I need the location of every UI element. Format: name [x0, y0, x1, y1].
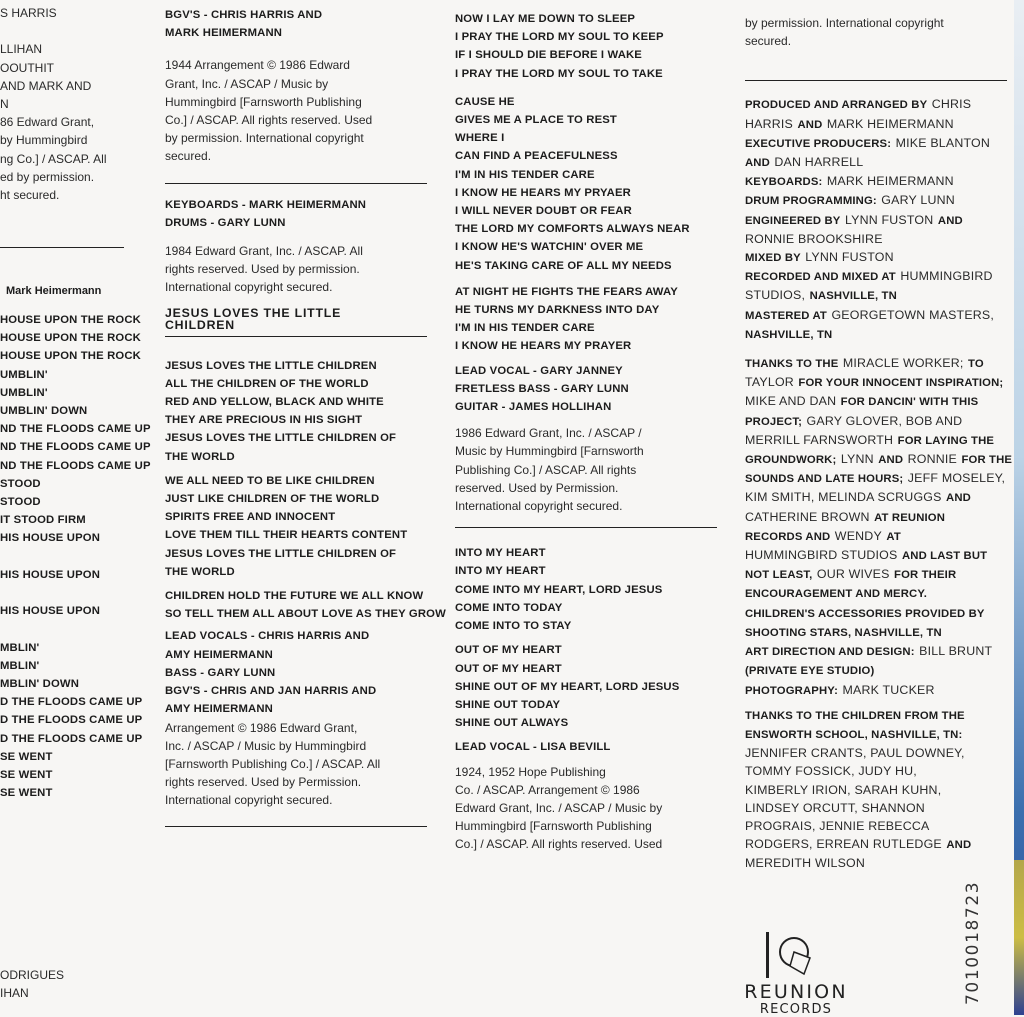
lyric-line: D THE FLOODS CAME UP [0, 696, 143, 709]
credit-line [745, 115, 1007, 134]
thanks-line [745, 354, 1007, 373]
copyright-line: Music by Hummingbird [Farnsworth [455, 444, 644, 459]
credit-name: LINDSEY ORCUTT, SHANNON [745, 800, 925, 815]
credit-role: AND [745, 157, 770, 170]
thanks-line [745, 744, 1007, 762]
copyright-line: Co.] / ASCAP. All rights reserved. Used [455, 837, 663, 852]
column-1-top-text [0, 4, 107, 204]
credit-line: KEYBOARDS - MARK HEIMERMANN [165, 198, 367, 211]
song-title-line: CHILDREN [165, 317, 235, 332]
lyric-line: UMBLIN' [0, 386, 48, 399]
thanks-line [745, 835, 1007, 854]
credit-name: RODGERS, ERREAN RUTLEDGE [745, 837, 942, 852]
body-line: N [0, 97, 9, 112]
body-line: S HARRIS [0, 6, 57, 20]
thanks-line [745, 546, 1007, 565]
lyric-line: OUT OF MY HEART [455, 662, 562, 675]
thanks-line [745, 642, 1007, 661]
credit-name: JENNIFER CRANTS, PAUL DOWNEY, [745, 746, 965, 761]
thanks-line [745, 584, 1007, 603]
divider [0, 247, 124, 248]
song-title-line: JESUS LOVES THE LITTLE [165, 305, 342, 320]
lyric-line: SE WENT [0, 769, 53, 782]
thanks-line [745, 412, 1007, 431]
credit-name: MARK TUCKER [842, 682, 935, 697]
thanks-line [745, 469, 1007, 488]
credit-role: NOT LEAST, [745, 569, 813, 582]
lyric-line: HOUSE UPON THE ROCK [0, 314, 141, 326]
credit-name: HARRIS [745, 116, 794, 131]
lyric-line: THE WORLD [165, 450, 235, 463]
credit-line [745, 286, 1007, 305]
reunion-logo-icon [764, 928, 812, 982]
copyright-line: 1984 Edward Grant, Inc. / ASCAP. All [165, 244, 363, 259]
thanks-line [745, 762, 1007, 780]
lyric-line: I WILL NEVER DOUBT OR FEAR [455, 205, 632, 218]
copyright-line: International copyright secured. [165, 280, 333, 295]
credit-name: MEREDITH WILSON [745, 856, 866, 871]
credit-name: MIRACLE WORKER; [842, 356, 964, 371]
lyric-line: MBLIN' DOWN [0, 678, 80, 691]
lyric-line: ND THE FLOODS CAME UP [0, 441, 151, 454]
credit-role: FOR THE [961, 454, 1013, 467]
lyric-line: JESUS LOVES THE LITTLE CHILDREN OF [165, 432, 397, 445]
credit-name: CATHERINE BROWN [745, 509, 870, 524]
spacer [165, 347, 427, 357]
copyright-line: by permission. International copyright [165, 131, 364, 146]
lyric-line: INTO MY HEART [455, 547, 546, 560]
spacer [455, 416, 717, 424]
credit-name: TAYLOR [745, 375, 794, 390]
copyright-line: Hummingbird [Farnsworth Publishing [165, 94, 362, 109]
copyright-line: Grant, Inc. / ASCAP / Music by [165, 76, 329, 91]
credit-line [745, 267, 1007, 286]
thanks-line [745, 527, 1007, 546]
copyright-line: Co. / ASCAP. Arrangement © 1986 [455, 782, 640, 797]
divider [165, 336, 427, 337]
reunion-records-logo [736, 928, 856, 1017]
lyric-line: SHINE OUT TODAY [455, 698, 561, 711]
credit-line [745, 95, 1007, 114]
lyric-line [0, 584, 151, 602]
copyright-line: secured. [165, 149, 212, 164]
credit-role: MASTERED AT [745, 309, 827, 322]
credit-role: AT REUNION [874, 511, 946, 524]
lyric-line: WE ALL NEED TO BE LIKE CHILDREN [165, 474, 375, 487]
credit-role: RECORDED AND MIXED AT [745, 271, 896, 284]
body-line: ODRIGUES [0, 968, 65, 982]
credit-role: KEYBOARDS: [745, 176, 823, 189]
catalog-number: 7010018723 [963, 880, 983, 1005]
credit-name: RONNIE BROOKSHIRE [745, 231, 883, 246]
copyright-line: 1986 Edward Grant, Inc. / ASCAP / [455, 426, 642, 441]
divider [165, 183, 427, 184]
lyric-line: COME INTO TODAY [455, 601, 563, 614]
lyric-line: HE TURNS MY DARKNESS INTO DAY [455, 304, 660, 317]
lyric-line: CAUSE HE [455, 95, 515, 108]
credit-role: FOR THEIR [894, 569, 957, 582]
credit-role: AND [946, 492, 971, 505]
credit-name: HUMMINGBIRD [900, 269, 993, 284]
lyric-line: IT STOOD FIRM [0, 514, 86, 527]
credit-name: MARK HEIMERMANN [826, 116, 954, 131]
credit-role: AND [946, 839, 972, 852]
credit-role: NASHVILLE, TN [809, 290, 897, 303]
spacer [165, 42, 427, 56]
credit-line [745, 153, 1007, 172]
credit-line: BASS - GARY LUNN [165, 666, 276, 679]
credit-role: FOR DANCIN' WITH THIS [840, 396, 979, 409]
copyright-line: Co.] / ASCAP. All rights reserved. Used [165, 113, 373, 128]
credit-role: THANKS TO THE CHILDREN FROM THE [745, 709, 965, 722]
credit-line [745, 230, 1007, 248]
copyright-line: 1924, 1952 Hope Publishing [455, 764, 606, 779]
credit-role: SOUNDS AND LATE HOURS; [745, 473, 904, 486]
divider [165, 826, 427, 827]
credit-name: GEORGETOWN MASTERS, [831, 307, 995, 322]
credit-role: RECORDS AND [745, 530, 831, 543]
credit-role: NASHVILLE, TN [745, 328, 833, 341]
lyric-line: RED AND YELLOW, BLACK AND WHITE [165, 396, 384, 409]
lyric-line: JUST LIKE CHILDREN OF THE WORLD [165, 493, 380, 506]
body-line: ng Co.] / ASCAP. All [0, 151, 107, 166]
credit-line: AMY HEIMERMANN [165, 703, 273, 716]
credit-name: GARY LUNN [881, 193, 955, 208]
body-line: ed by permission. [0, 169, 95, 184]
credit-role: CHILDREN'S ACCESSORIES PROVIDED BY [745, 607, 985, 620]
thanks-line [745, 604, 1007, 623]
credit-role: AND [878, 454, 904, 467]
credit-name: MERRILL FARNSWORTH [745, 432, 894, 447]
credit-role: SHOOTING STARS, NASHVILLE, TN [745, 626, 942, 639]
credit-role: PHOTOGRAPHY: [745, 684, 839, 697]
credit-role: TO [968, 358, 984, 371]
lyric-line: JESUS LOVES THE LITTLE CHILDREN OF [165, 547, 397, 560]
spacer [165, 232, 427, 242]
credit-name: PROGRAIS, JENNIE REBECCA [745, 818, 930, 833]
lyric-line: SE WENT [0, 787, 53, 800]
spacer [745, 344, 1007, 354]
thanks-line [745, 373, 1007, 392]
credit-name: LYNN FUSTON [805, 250, 894, 265]
credit-line: BGV'S - CHRIS AND JAN HARRIS AND [165, 685, 377, 698]
credit-name: TOMMY FOSSICK, JUDY HU, [745, 764, 917, 779]
lyric-line: LOVE THEM TILL THEIR HEARTS CONTENT [165, 529, 408, 542]
lyric-line: SO TELL THEM ALL ABOUT LOVE AS THEY GROW [165, 608, 446, 621]
song-title [165, 307, 427, 331]
credit-role: ART DIRECTION AND DESIGN: [745, 646, 915, 659]
lyric-line: THEY ARE PRECIOUS IN HIS SIGHT [165, 414, 363, 427]
credit-role: ENCOURAGEMENT AND MERCY. [745, 588, 928, 601]
spacer [745, 50, 1007, 80]
copyright-line: Edward Grant, Inc. / ASCAP / Music by [455, 800, 663, 815]
thanks-line [745, 817, 1007, 835]
credit-line [745, 172, 1007, 191]
credit-role: MIXED BY [745, 252, 801, 265]
copyright-line: rights reserved. Used by Permission. [165, 775, 362, 790]
lyric-line: OUT OF MY HEART [455, 644, 562, 657]
credit-role: THANKS TO THE [745, 358, 839, 371]
credit-line: GUITAR - JAMES HOLLIHAN [455, 401, 612, 414]
credit-role: GROUNDWORK; [745, 454, 837, 467]
thanks-line [745, 508, 1007, 527]
credit-name: KIM SMITH, MELINDA SCRUGGS [745, 490, 942, 505]
credit-line: AMY HEIMERMANN [165, 648, 273, 661]
credit-name: GARY GLOVER, BOB AND [806, 413, 963, 428]
lyric-line: THE LORD MY COMFORTS ALWAYS NEAR [455, 223, 690, 236]
lyric-line: SHINE OUT OF MY HEART, LORD JESUS [455, 680, 680, 693]
thanks-line [745, 623, 1007, 642]
copyright-line: [Farnsworth Publishing Co.] / ASCAP. All [165, 756, 381, 771]
credit-name: LYNN FUSTON [844, 212, 934, 227]
credit-role: ENSWORTH SCHOOL, NASHVILLE, TN: [745, 728, 963, 741]
credit-name: DAN HARRELL [774, 155, 864, 170]
thanks-line [745, 392, 1007, 411]
lyric-line: HIS HOUSE UPON [0, 605, 101, 618]
lyric-line: GIVES ME A PLACE TO REST [455, 114, 617, 127]
credit-line: MARK HEIMERMANN [165, 27, 283, 40]
lyric-line: I'M IN HIS TENDER CARE [455, 168, 595, 181]
copyright-line: rights reserved. Used by permission. [165, 262, 360, 277]
credit-line: LEAD VOCAL - LISA BEVILL [455, 741, 611, 754]
credit-name: MIKE BLANTON [895, 135, 991, 150]
divider [745, 80, 1007, 81]
lyric-line: I PRAY THE LORD MY SOUL TO KEEP [455, 31, 664, 44]
lyric-line: HIS HOUSE UPON [0, 532, 101, 545]
credit-name: LYNN [840, 452, 874, 467]
body-line: 86 Edward Grant, [0, 115, 95, 130]
credit-name: MARK HEIMERMANN [826, 174, 954, 189]
thanks-line [745, 799, 1007, 817]
spacer [165, 166, 427, 178]
credit-name: JEFF MOSELEY, [907, 471, 1006, 486]
credit-role: AND LAST BUT [901, 550, 988, 563]
lyric-line: CHILDREN HOLD THE FUTURE WE ALL KNOW [165, 590, 424, 603]
lyric-line: HOUSE UPON THE ROCK [0, 332, 141, 345]
lyric-line: MBLIN' [0, 641, 40, 654]
credit-line: DRUMS - GARY LUNN [165, 216, 286, 229]
lyrics-block [0, 311, 151, 802]
copyright-line: International copyright secured. [455, 499, 623, 514]
spacer [455, 515, 717, 523]
copyright-line: Inc. / ASCAP / Music by Hummingbird [165, 738, 367, 753]
lyric-line: D THE FLOODS CAME UP [0, 714, 143, 727]
copyright-line: International copyright secured. [165, 793, 333, 808]
copyright-line: 1944 Arrangement © 1986 Edward [165, 58, 350, 73]
lyric-line: MBLIN' [0, 659, 40, 672]
logo-wordmark: REUNION [744, 981, 848, 1003]
credit-line [745, 306, 1007, 325]
copyright-line: Publishing Co.] / ASCAP. All rights [455, 462, 637, 477]
lyric-line: ALL THE CHILDREN OF THE WORLD [165, 377, 369, 390]
lyric-line: HE'S TAKING CARE OF ALL MY NEEDS [455, 259, 672, 272]
thanks-line [745, 488, 1007, 507]
credit-line: FRETLESS BASS - GARY LUNN [455, 382, 629, 395]
credit-role: AND [937, 214, 963, 227]
credit-name: STUDIOS, [745, 288, 806, 303]
credit-role: AT [886, 530, 901, 543]
body-line: AND MARK AND [0, 78, 92, 93]
body-line: IHAN [0, 986, 29, 1001]
thanks-line [745, 725, 1007, 744]
lyric-line: STOOD [0, 496, 41, 509]
credit-name: CHRIS [931, 97, 972, 112]
lyric-line: COME INTO MY HEART, LORD JESUS [455, 583, 663, 596]
credit-name: RONNIE [907, 452, 958, 467]
lyric-line: AT NIGHT HE FIGHTS THE FEARS AWAY [455, 285, 678, 298]
thanks-line [745, 781, 1007, 799]
column-4-flow [745, 14, 1013, 873]
thanks-line [745, 431, 1007, 450]
copyright-line: by permission. International copyright [745, 16, 944, 30]
lyric-line: STOOD [0, 477, 41, 490]
thanks-line [745, 565, 1007, 584]
column-1-bottom-text [0, 966, 64, 1002]
credit-line: LEAD VOCALS - CHRIS HARRIS AND [165, 630, 370, 643]
credit-line [745, 211, 1007, 230]
lyric-line: I KNOW HE'S WATCHIN' OVER ME [455, 241, 644, 254]
credit-role: PROJECT; [745, 415, 803, 428]
page-edge-strip-yellow [1014, 860, 1024, 1015]
credit-name: OUR WIVES [816, 567, 890, 582]
credit-name: WENDY [834, 528, 882, 543]
lyric-line: UMBLIN' DOWN [0, 405, 88, 418]
credit-role: PRODUCED AND ARRANGED BY [745, 99, 928, 112]
spacer [165, 810, 427, 822]
credit-role: FOR YOUR INNOCENT INSPIRATION; [798, 377, 1004, 390]
credit-line [745, 325, 1007, 344]
lyric-line: NOW I LAY ME DOWN TO SLEEP [455, 13, 636, 25]
credit-line [745, 191, 1007, 210]
credit-role: DRUM PROGRAMMING: [745, 195, 877, 208]
thanks-line [745, 450, 1013, 469]
lyric-line: JESUS LOVES THE LITTLE CHILDREN [165, 359, 377, 372]
lyric-line: WHERE I [455, 132, 505, 145]
credit-role: ENGINEERED BY [745, 214, 841, 227]
credit-role: EXECUTIVE PRODUCERS: [745, 137, 892, 150]
lyric-line: ND THE FLOODS CAME UP [0, 459, 151, 472]
thanks-line [745, 854, 1007, 872]
logo-subtitle: RECORDS [759, 1002, 833, 1017]
copyright-line: secured. [745, 34, 792, 49]
credit-line: LEAD VOCAL - GARY JANNEY [455, 364, 623, 377]
body-line: ht secured. [0, 188, 60, 203]
lyric-line: CAN FIND A PEACEFULNESS [455, 150, 618, 163]
lyric-line: INTO MY HEART [455, 565, 546, 578]
credit-line [745, 248, 1007, 267]
thanks-line [745, 706, 1007, 725]
credit-name: MIKE AND DAN [745, 394, 837, 409]
lyric-line [0, 548, 151, 566]
column-3-flow [455, 10, 717, 854]
copyright-line: Arrangement © 1986 Edward Grant, [165, 720, 358, 735]
column-2-flow [165, 6, 446, 837]
credit-name: BILL BRUNT [919, 644, 993, 659]
copyright-line: Hummingbird [Farnsworth Publishing [455, 819, 652, 834]
lyric-line: HIS HOUSE UPON [0, 568, 101, 581]
song-writer-credit: Mark Heimermann [6, 285, 102, 297]
lyric-line: SHINE OUT ALWAYS [455, 717, 569, 730]
body-line: LLIHAN [0, 42, 43, 57]
lyric-line: D THE FLOODS CAME UP [0, 732, 143, 745]
lyric-line: COME INTO TO STAY [455, 620, 572, 633]
lyric-line: I KNOW HE HEARS MY PRAYER [455, 340, 632, 353]
copyright-line: reserved. Used by Permission. [455, 480, 619, 495]
divider [455, 527, 717, 528]
credit-name: KIMBERLY IRION, SARAH KUHN, [745, 782, 942, 797]
credit-role: AND [797, 118, 823, 131]
lyric-line: I'M IN HIS TENDER CARE [455, 322, 595, 335]
lyric-line: I PRAY THE LORD MY SOUL TO TAKE [455, 67, 663, 80]
lyric-line [0, 620, 151, 638]
body-line [0, 22, 107, 40]
credit-line [745, 134, 1007, 153]
lyric-line: I KNOW HE HEARS MY PRYAER [455, 186, 631, 199]
credit-line: BGV'S - CHRIS HARRIS AND [165, 9, 323, 21]
lyric-line: SPIRITS FREE AND INNOCENT [165, 511, 336, 524]
thanks-line [745, 661, 1007, 680]
thanks-line [745, 681, 1007, 700]
lyric-line: THE WORLD [165, 565, 235, 578]
credit-role: (PRIVATE EYE STUDIO) [745, 665, 875, 678]
lyric-line: UMBLIN' [0, 368, 48, 381]
lyric-line: HOUSE UPON THE ROCK [0, 350, 141, 363]
body-line: by Hummingbird [0, 133, 88, 148]
lyric-line: IF I SHOULD DIE BEFORE I WAKE [455, 49, 642, 62]
credit-role: FOR LAYING THE [897, 434, 995, 447]
body-line: OOUTHIT [0, 60, 54, 75]
lyric-line: ND THE FLOODS CAME UP [0, 423, 151, 436]
credit-name: HUMMINGBIRD STUDIOS [745, 548, 898, 563]
lyric-line: SE WENT [0, 750, 53, 763]
